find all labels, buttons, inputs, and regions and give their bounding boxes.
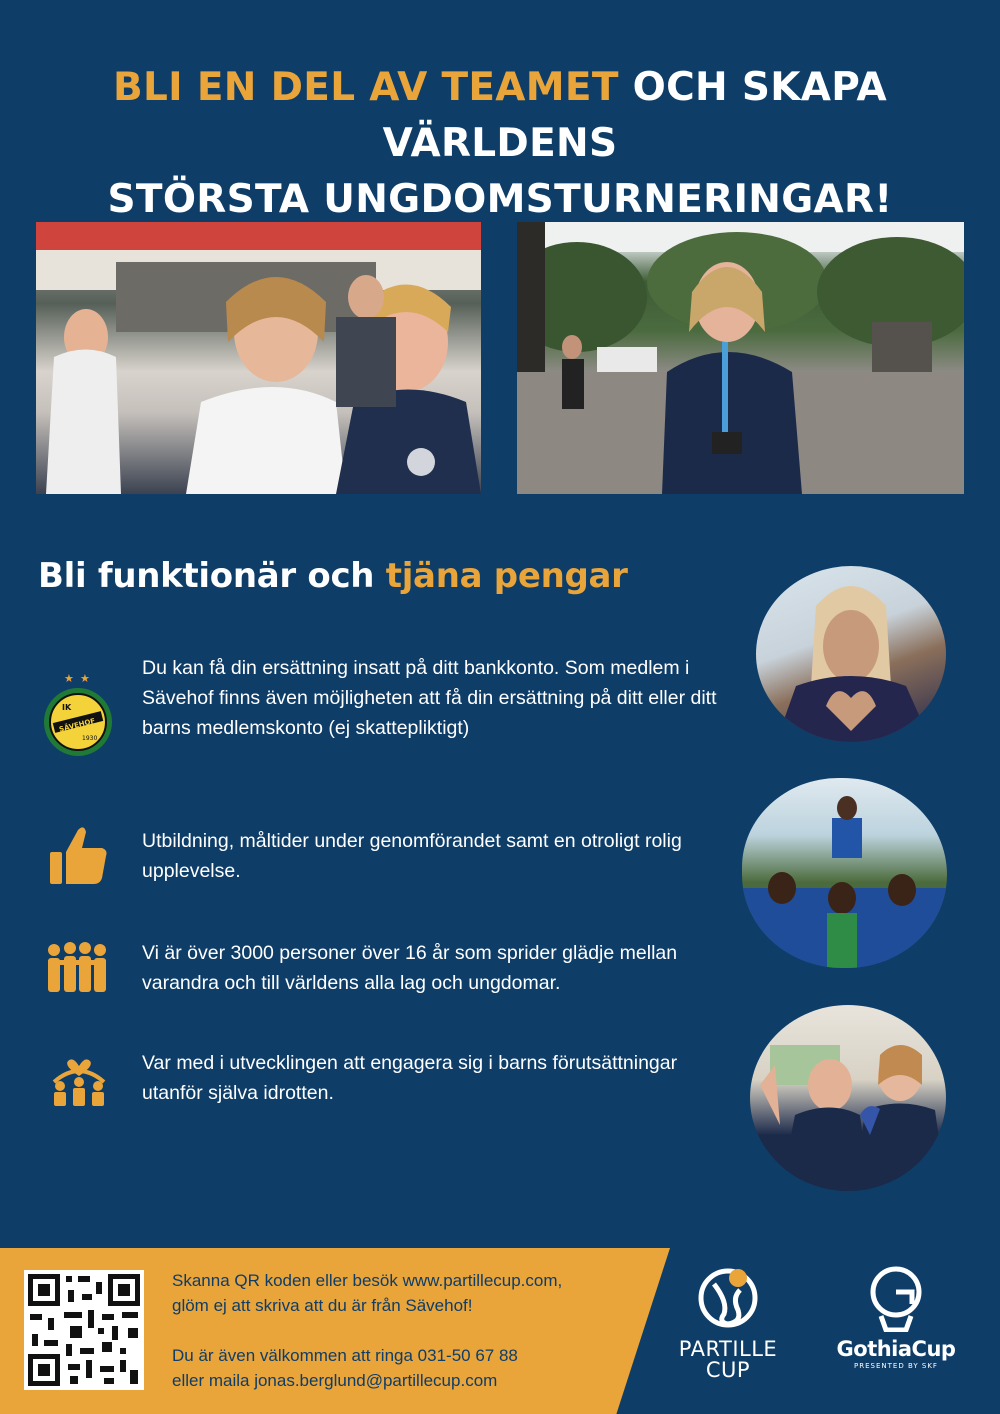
section-heading-plain: Bli funktionär och xyxy=(38,556,386,596)
headline-accent: BLI EN DEL AV TEAMET xyxy=(113,65,619,110)
benefit-engagement-text: Var med i utvecklingen att engagera sig i barns förutsättningar utanför själva idrotten. xyxy=(142,1052,678,1104)
thumbs-up-icon xyxy=(48,824,108,891)
partille-cup-logo xyxy=(668,1262,788,1382)
section-heading-accent: tjäna pengar xyxy=(385,556,628,596)
gothia-cup-sponsor: PRESENTED BY SKF xyxy=(854,1362,938,1370)
partille-cup-emblem xyxy=(668,1262,788,1332)
gothia-cup-logo xyxy=(826,1264,966,1374)
svg-text:★: ★ xyxy=(64,672,74,685)
benefit-engagement xyxy=(0,1048,740,1118)
headline xyxy=(0,60,1000,228)
section-heading xyxy=(38,556,628,596)
club-logo-year: 1930 xyxy=(82,735,98,742)
volunteers-waving-photo xyxy=(750,1005,946,1191)
team-celebration-photo xyxy=(742,778,947,968)
partille-cup-name-line-1: PARTILLE xyxy=(678,1337,778,1361)
footer-line-3: Du är även välkommen att ringa 031-50 67 88 xyxy=(172,1346,518,1365)
heart-hands-photo xyxy=(756,566,946,742)
svg-text:★: ★ xyxy=(80,672,90,685)
volunteer-woman-photo xyxy=(517,222,964,494)
benefit-community xyxy=(0,938,740,1008)
footer-scan-text xyxy=(172,1268,642,1318)
footer-line-4: eller maila jonas.berglund@partillecup.com xyxy=(172,1371,498,1390)
headline-rest: OCH SKAPA VÄRLDENS xyxy=(382,65,887,166)
people-group-icon xyxy=(44,942,110,999)
footer-contact-text xyxy=(172,1343,642,1393)
club-logo-top: IK xyxy=(62,703,72,712)
volunteers-laughing-photo xyxy=(36,222,481,494)
footer-line-1: Skanna QR koden eller besök www.partillecup.com, xyxy=(172,1271,563,1290)
headline-line-1 xyxy=(0,60,1000,172)
benefit-training xyxy=(0,822,740,892)
benefit-payment xyxy=(0,650,740,780)
partille-cup-name-line-2: CUP xyxy=(705,1358,751,1382)
footer-line-2: glöm ej att skriva att du är från Sävehof! xyxy=(172,1296,473,1315)
benefit-training-text: Utbildning, måltider under genomförandet samt en otroligt rolig upplevelse. xyxy=(142,830,682,882)
gothia-cup-name: GothiaCup xyxy=(836,1337,956,1361)
gothia-cup-emblem xyxy=(826,1264,966,1332)
club-logo-name: SÄVEHOF xyxy=(58,716,96,734)
qr-code[interactable] xyxy=(24,1270,144,1390)
benefit-payment-text: Du kan få din ersättning insatt på ditt bankkonto. Som medlem i Sävehof finns även möjligheten att få din ersättning på ditt eller ditt barns medlemskonto (ej skattepliktigt) xyxy=(142,657,717,739)
headline-line-2: STÖRSTA UNGDOMSTURNERINGAR! xyxy=(107,177,893,222)
community-heart-icon xyxy=(48,1052,110,1113)
benefit-community-text: Vi är över 3000 personer över 16 år som sprider glädje mellan varandra och till världens alla lag och ungdomar. xyxy=(142,942,678,994)
savehof-club-logo xyxy=(40,670,116,765)
